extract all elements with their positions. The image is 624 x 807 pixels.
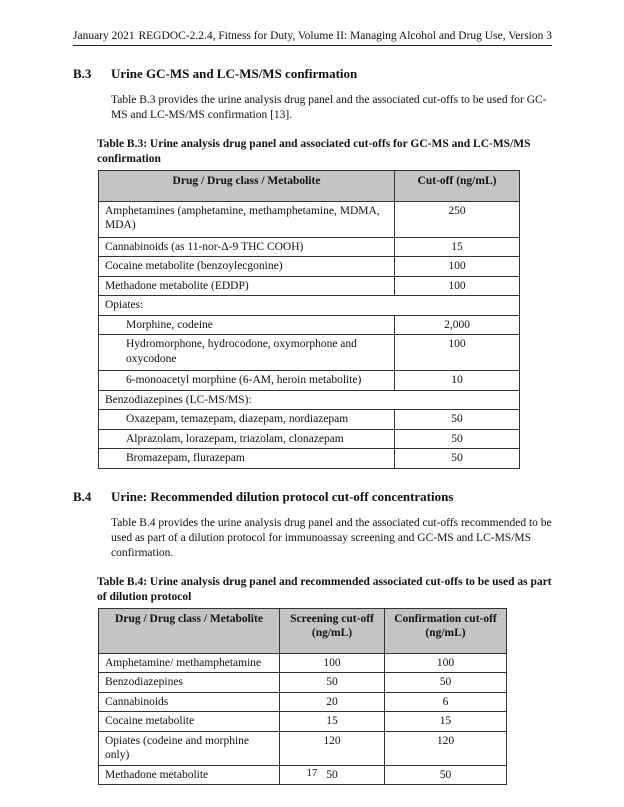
section-b3-title: Urine GC-MS and LC-MS/MS confirmation [111,66,358,81]
table-row-category [99,390,520,410]
confirmation-cell: 50 [385,765,507,785]
drug-cell: Oxazepam, temazepam, diazepam, nordiazepam [99,410,395,430]
table-b4-header-drug: Drug / Drug class / Metabolite [99,608,280,653]
table-row [99,673,507,693]
drug-cell: Cannabinoids [99,692,280,712]
cutoff-cell: 10 [395,371,520,391]
drug-category-cell: Opiates: [99,296,520,316]
table-row [99,410,520,430]
confirmation-cell: 6 [385,692,507,712]
screening-cell: 50 [280,765,385,785]
table-row [99,653,507,673]
table-row [99,449,520,469]
screening-cell: 15 [280,712,385,732]
table-b3 [98,170,520,469]
section-b3-paragraph: Table B.3 provides the urine analysis drug panel and the associated cut-offs to be used for GC-MS and LC-MS/MS confirmation [13]. [111,94,547,121]
section-b3-heading [73,66,552,82]
section-b4-paragraph: Table B.4 provides the urine analysis drug panel and the associated cut-offs recommended to be used as part of a dilution protocol for immunoassay screening and GC-MS and LC-MS/MS confirmation. [111,516,552,559]
table-row [99,257,520,277]
page-header [73,30,552,46]
cutoff-cell: 2,000 [395,315,520,335]
screening-cell: 20 [280,692,385,712]
drug-cell: Benzodiazepines [99,673,280,693]
drug-cell: Cocaine metabolite [99,712,280,732]
table-row [99,429,520,449]
cutoff-cell: 50 [395,449,520,469]
cutoff-cell: 250 [395,201,520,237]
confirmation-cell: 15 [385,712,507,732]
drug-cell: Amphetamines (amphetamine, methamphetamine, MDMA, MDA) [99,201,395,237]
table-row [99,335,520,371]
drug-cell: Opiates (codeine and morphine only) [99,731,280,765]
table-b3-caption: Table B.3: Urine analysis drug panel and associated cut-offs for GC-MS and LC-MS/MS confirmation [97,138,531,165]
drug-cell: Methadone metabolite [99,765,280,785]
drug-category-cell: Benzodiazepines (LC-MS/MS): [99,390,520,410]
drug-cell: Cannabinoids (as 11-nor-Δ-9 THC COOH) [99,237,395,257]
table-row [99,731,507,765]
section-b3-number: B.3 [73,66,92,81]
table-row [99,276,520,296]
drug-cell: Morphine, codeine [99,315,395,335]
cutoff-cell: 50 [395,429,520,449]
table-b3-header-cutoff: Cut-off (ng/mL) [395,171,520,202]
confirmation-cell: 100 [385,653,507,673]
drug-cell: 6-monoacetyl morphine (6-AM, heroin metabolite) [99,371,395,391]
header-doc-title: REGDOC-2.2.4, Fitness for Duty, Volume II: Managing Alcohol and Drug Use, Version 3 [138,30,552,42]
table-row-category [99,296,520,316]
section-b4-number: B.4 [73,488,92,504]
cutoff-cell: 100 [395,276,520,296]
screening-cell: 100 [280,653,385,673]
table-b4-header-row [99,608,507,653]
cutoff-cell: 15 [395,237,520,257]
table-b4-header-screening: Screening cut-off (ng/mL) [280,608,385,653]
drug-cell: Cocaine metabolite (benzoylecgonine) [99,257,395,277]
table-row [99,692,507,712]
confirmation-cell: 120 [385,731,507,765]
drug-cell: Amphetamine/ methamphetamine [99,653,280,673]
table-row [99,371,520,391]
cutoff-cell: 100 [395,335,520,371]
table-b3-header-drug: Drug / Drug class / Metabolite [99,171,395,202]
cutoff-cell: 50 [395,410,520,430]
screening-cell: 50 [280,673,385,693]
table-row [99,237,520,257]
table-b4 [98,608,507,786]
drug-cell: Bromazepam, flurazepam [99,449,395,469]
table-b3-header-row [99,171,520,202]
table-row [99,315,520,335]
drug-cell: Methadone metabolite (EDDP) [99,276,395,296]
drug-cell: Alprazolam, lorazepam, triazolam, clonazepam [99,429,395,449]
section-b4-heading [73,489,552,505]
page-number: 17 [306,767,318,779]
confirmation-cell: 50 [385,673,507,693]
header-date: January 2021 [73,30,135,42]
screening-cell: 120 [280,731,385,765]
drug-cell: Hydromorphone, hydrocodone, oxymorphone and oxycodone [99,335,395,371]
table-row [99,201,520,237]
cutoff-cell: 100 [395,257,520,277]
section-b4-title: Urine: Recommended dilution protocol cut-off concentrations [111,488,454,504]
table-b4-caption: Table B.4: Urine analysis drug panel and recommended associated cut-offs to be used as part of dilution protocol [97,575,552,603]
table-b4-header-confirmation: Confirmation cut-off (ng/mL) [385,608,507,653]
table-row [99,712,507,732]
